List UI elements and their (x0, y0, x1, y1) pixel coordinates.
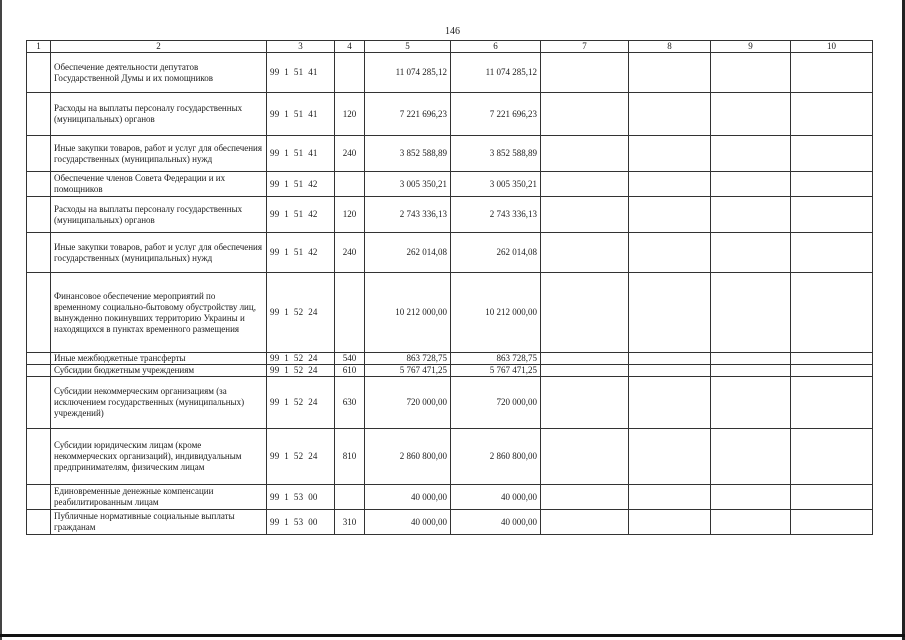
column-header: 5 (365, 41, 451, 53)
row-code-cell: 99 1 53 00 (267, 510, 335, 535)
row-empty-cell (791, 197, 873, 233)
row-amount-cell: 3 852 588,89 (365, 136, 451, 172)
row-empty-cell (629, 429, 711, 485)
row-col-1-cell (27, 233, 51, 273)
row-name-cell: Единовременные денежные компенсации реабилитированным лицам (51, 485, 267, 510)
row-empty-cell (541, 485, 629, 510)
row-expense-type-cell: 630 (335, 377, 365, 429)
row-empty-cell (711, 377, 791, 429)
row-amount-cell: 2 743 336,13 (451, 197, 541, 233)
column-header: 1 (27, 41, 51, 53)
table-row (27, 172, 873, 197)
row-col-1-cell (27, 510, 51, 535)
table-row (27, 197, 873, 233)
row-empty-cell (629, 93, 711, 136)
column-header: 10 (791, 41, 873, 53)
row-amount-cell: 720 000,00 (451, 377, 541, 429)
row-amount-cell: 3 005 350,21 (451, 172, 541, 197)
row-code-cell: 99 1 52 24 (267, 353, 335, 365)
table-row (27, 136, 873, 172)
row-amount-cell: 40 000,00 (451, 485, 541, 510)
row-empty-cell (629, 485, 711, 510)
row-empty-cell (541, 53, 629, 93)
row-empty-cell (791, 510, 873, 535)
row-expense-type-cell (335, 485, 365, 510)
row-name-cell: Обеспечение членов Совета Федерации и их помощников (51, 172, 267, 197)
row-empty-cell (541, 273, 629, 353)
column-header: 8 (629, 41, 711, 53)
row-name-cell: Публичные нормативные социальные выплаты гражданам (51, 510, 267, 535)
row-expense-type-cell: 240 (335, 136, 365, 172)
row-name-cell: Расходы на выплаты персоналу государственных (муниципальных) органов (51, 197, 267, 233)
row-empty-cell (791, 365, 873, 377)
row-empty-cell (791, 377, 873, 429)
row-empty-cell (541, 365, 629, 377)
table-row (27, 273, 873, 353)
row-empty-cell (629, 365, 711, 377)
row-amount-cell: 5 767 471,25 (365, 365, 451, 377)
row-amount-cell: 720 000,00 (365, 377, 451, 429)
row-empty-cell (791, 353, 873, 365)
row-col-1-cell (27, 172, 51, 197)
row-amount-cell: 7 221 696,23 (365, 93, 451, 136)
row-code-cell: 99 1 51 42 (267, 233, 335, 273)
row-empty-cell (629, 53, 711, 93)
row-code-cell: 99 1 51 42 (267, 197, 335, 233)
row-empty-cell (541, 377, 629, 429)
row-amount-cell: 262 014,08 (451, 233, 541, 273)
row-code-cell: 99 1 53 00 (267, 485, 335, 510)
row-amount-cell: 5 767 471,25 (451, 365, 541, 377)
row-amount-cell: 863 728,75 (451, 353, 541, 365)
row-expense-type-cell: 540 (335, 353, 365, 365)
table-row (27, 353, 873, 365)
row-empty-cell (711, 365, 791, 377)
row-empty-cell (711, 485, 791, 510)
row-empty-cell (711, 197, 791, 233)
row-amount-cell: 3 852 588,89 (451, 136, 541, 172)
row-amount-cell: 7 221 696,23 (451, 93, 541, 136)
row-empty-cell (711, 172, 791, 197)
scan-left-edge (0, 0, 2, 640)
row-amount-cell: 2 743 336,13 (365, 197, 451, 233)
row-empty-cell (711, 93, 791, 136)
column-header: 7 (541, 41, 629, 53)
row-expense-type-cell (335, 53, 365, 93)
table-row (27, 377, 873, 429)
table-row (27, 485, 873, 510)
row-empty-cell (629, 273, 711, 353)
row-empty-cell (541, 233, 629, 273)
row-empty-cell (541, 136, 629, 172)
row-empty-cell (711, 233, 791, 273)
row-expense-type-cell: 120 (335, 197, 365, 233)
row-empty-cell (629, 197, 711, 233)
row-empty-cell (711, 273, 791, 353)
page-number: 146 (445, 26, 460, 37)
row-empty-cell (791, 136, 873, 172)
table-row (27, 510, 873, 535)
row-expense-type-cell: 310 (335, 510, 365, 535)
row-code-cell: 99 1 51 41 (267, 93, 335, 136)
row-amount-cell: 11 074 285,12 (365, 53, 451, 93)
column-header: 3 (267, 41, 335, 53)
row-empty-cell (541, 172, 629, 197)
row-empty-cell (791, 172, 873, 197)
row-empty-cell (791, 273, 873, 353)
column-header: 9 (711, 41, 791, 53)
row-code-cell: 99 1 52 24 (267, 377, 335, 429)
row-empty-cell (541, 510, 629, 535)
row-col-1-cell (27, 377, 51, 429)
row-name-cell: Иные закупки товаров, работ и услуг для обеспечения государственных (муниципальных) нужд (51, 136, 267, 172)
row-expense-type-cell (335, 273, 365, 353)
row-name-cell: Субсидии некоммерческим организациям (за исключением государственных (муниципальных) учреждений) (51, 377, 267, 429)
row-expense-type-cell (335, 172, 365, 197)
row-amount-cell: 262 014,08 (365, 233, 451, 273)
row-expense-type-cell: 240 (335, 233, 365, 273)
row-col-1-cell (27, 485, 51, 510)
row-empty-cell (629, 136, 711, 172)
row-expense-type-cell: 610 (335, 365, 365, 377)
row-empty-cell (791, 53, 873, 93)
row-empty-cell (629, 172, 711, 197)
row-empty-cell (711, 510, 791, 535)
row-code-cell: 99 1 51 41 (267, 53, 335, 93)
row-empty-cell (791, 233, 873, 273)
row-expense-type-cell: 120 (335, 93, 365, 136)
row-empty-cell (711, 353, 791, 365)
table-row (27, 429, 873, 485)
row-expense-type-cell: 810 (335, 429, 365, 485)
row-name-cell: Финансовое обеспечение мероприятий по временному социально-бытовому обустройству лиц, вынужденно покинувших территорию Украины и находящихся в пунктах временного размещения (51, 273, 267, 353)
row-name-cell: Субсидии бюджетным учреждениям (51, 365, 267, 377)
row-col-1-cell (27, 197, 51, 233)
row-empty-cell (541, 197, 629, 233)
row-amount-cell: 10 212 000,00 (365, 273, 451, 353)
table-row (27, 233, 873, 273)
row-col-1-cell (27, 353, 51, 365)
row-empty-cell (711, 136, 791, 172)
row-empty-cell (541, 429, 629, 485)
row-amount-cell: 40 000,00 (451, 510, 541, 535)
row-amount-cell: 11 074 285,12 (451, 53, 541, 93)
row-amount-cell: 2 860 800,00 (365, 429, 451, 485)
row-empty-cell (711, 429, 791, 485)
budget-table (26, 40, 873, 535)
row-empty-cell (541, 353, 629, 365)
row-amount-cell: 2 860 800,00 (451, 429, 541, 485)
row-empty-cell (629, 377, 711, 429)
row-empty-cell (711, 53, 791, 93)
row-empty-cell (629, 353, 711, 365)
column-header: 6 (451, 41, 541, 53)
scan-bottom-edge (0, 634, 905, 637)
table-row (27, 53, 873, 93)
row-amount-cell: 40 000,00 (365, 485, 451, 510)
row-empty-cell (629, 233, 711, 273)
row-code-cell: 99 1 52 24 (267, 429, 335, 485)
row-col-1-cell (27, 365, 51, 377)
row-code-cell: 99 1 51 42 (267, 172, 335, 197)
row-empty-cell (791, 93, 873, 136)
row-col-1-cell (27, 429, 51, 485)
row-empty-cell (791, 429, 873, 485)
row-amount-cell: 3 005 350,21 (365, 172, 451, 197)
row-empty-cell (629, 510, 711, 535)
row-amount-cell: 10 212 000,00 (451, 273, 541, 353)
table-row (27, 365, 873, 377)
row-col-1-cell (27, 93, 51, 136)
table-body (27, 53, 873, 535)
row-name-cell: Иные закупки товаров, работ и услуг для обеспечения государственных (муниципальных) нужд (51, 233, 267, 273)
row-col-1-cell (27, 53, 51, 93)
column-number-row (27, 41, 873, 53)
row-code-cell: 99 1 51 41 (267, 136, 335, 172)
row-code-cell: 99 1 52 24 (267, 365, 335, 377)
table-row (27, 93, 873, 136)
row-name-cell: Обеспечение деятельности депутатов Государственной Думы и их помощников (51, 53, 267, 93)
column-header: 2 (51, 41, 267, 53)
column-header: 4 (335, 41, 365, 53)
row-name-cell: Иные межбюджетные трансферты (51, 353, 267, 365)
row-amount-cell: 863 728,75 (365, 353, 451, 365)
row-amount-cell: 40 000,00 (365, 510, 451, 535)
row-name-cell: Субсидии юридическим лицам (кроме некоммерческих организаций), индивидуальным предпринимателям, физическим лицам (51, 429, 267, 485)
row-empty-cell (541, 93, 629, 136)
row-col-1-cell (27, 273, 51, 353)
row-name-cell: Расходы на выплаты персоналу государственных (муниципальных) органов (51, 93, 267, 136)
row-code-cell: 99 1 52 24 (267, 273, 335, 353)
row-col-1-cell (27, 136, 51, 172)
row-empty-cell (791, 485, 873, 510)
